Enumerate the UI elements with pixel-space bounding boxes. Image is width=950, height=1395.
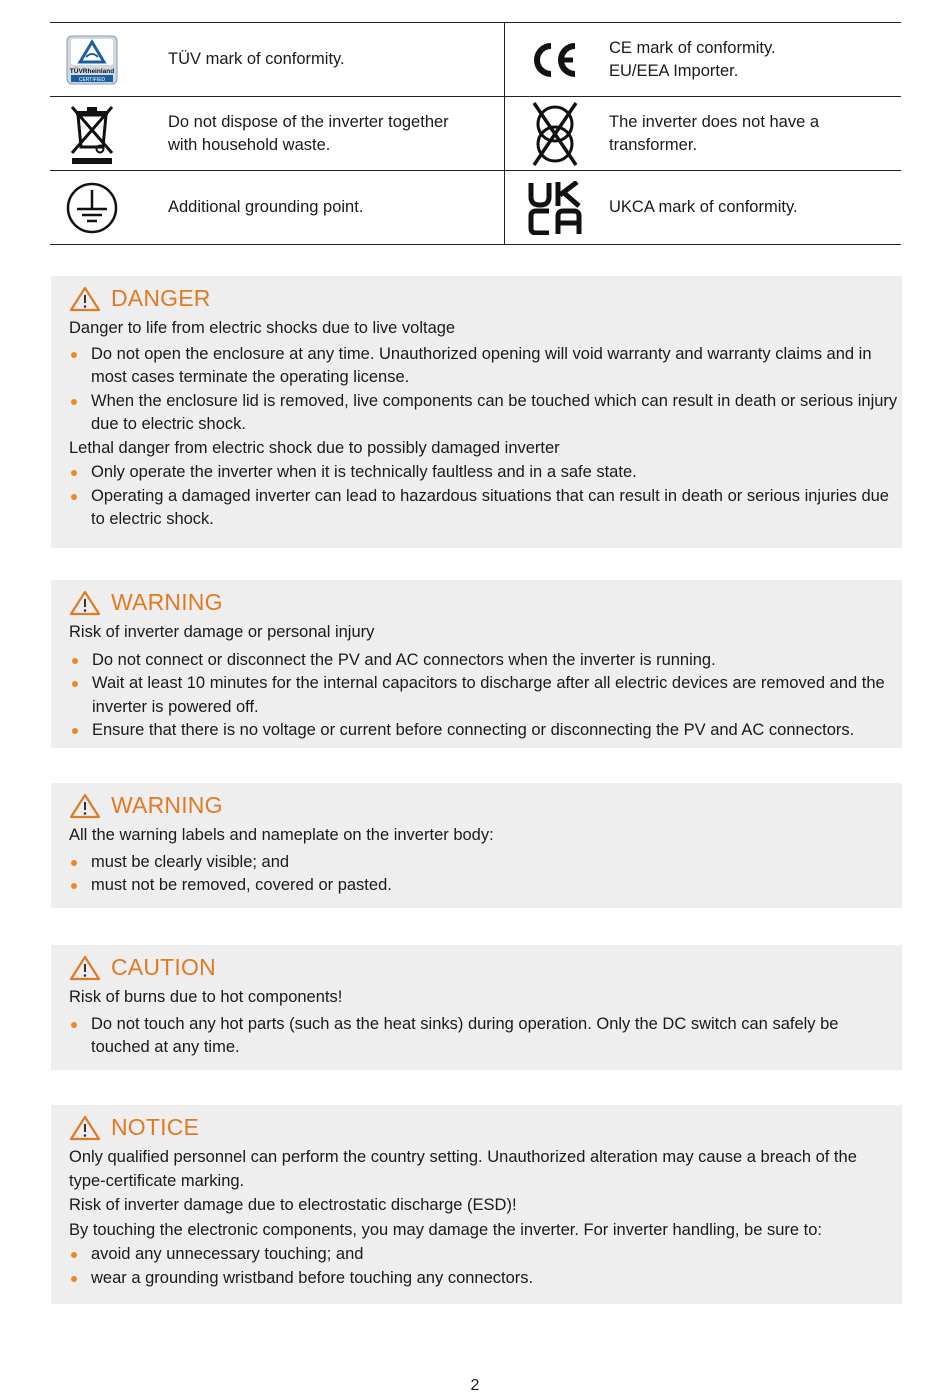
symbol-row [50,23,901,97]
symbol-row [50,97,901,171]
symbol-cell [50,97,505,170]
bullet-list [70,649,902,743]
warning-box [51,783,902,908]
warning-triangle-icon [69,1115,101,1141]
bullet-list [69,851,902,898]
list-item: wear a grounding wristband before touching any connectors. [69,1267,902,1291]
box-intro: Lethal danger from electric shock due to possibly damaged inverter [69,438,560,457]
box-header [69,953,902,982]
box-paragraph: Risk of inverter damage due to electrostatic discharge (ESD)! [69,1196,517,1214]
box-header [69,1113,902,1142]
box-paragraph: By touching the electronic components, you may damage the inverter. For inverter handling, be sure to: [69,1220,822,1239]
warning-triangle-icon [69,286,101,312]
list-item: Do not touch any hot parts (such as the heat sinks) during operation. Only the DC switch can safely be touched at any time. [69,1013,902,1060]
warning-triangle-icon [69,955,101,981]
symbol-cell [50,171,505,244]
ce-mark-icon [505,41,605,79]
warning-box [51,580,902,748]
symbol-cell [505,171,901,244]
box-title: DANGER [111,285,211,311]
ukca-mark-icon [505,181,605,235]
warning-triangle-icon [69,590,101,616]
box-intro: Risk of inverter damage or personal injury [69,623,375,641]
list-item: must not be removed, covered or pasted. [69,874,902,898]
box-paragraph: Only qualified personnel can perform the country setting. Unauthorized alteration may cause a breach of the type-certificate marking. [69,1148,857,1190]
symbol-cell [50,23,505,96]
box-title: WARNING [111,589,223,615]
box-title: CAUTION [111,954,216,980]
symbol-description: TÜV mark of conformity. [168,50,345,68]
box-header [69,284,902,313]
caution-box [51,945,902,1070]
list-item: Wait at least 10 minutes for the internal capacitors to discharge after all electric devices are removed and the inverter is powered off. [70,672,902,719]
list-item: Do not connect or disconnect the PV and AC connectors when the inverter is running. [70,649,902,673]
bullet-list [69,1013,902,1060]
tuv-certified-icon [50,35,134,85]
symbol-table [50,22,901,245]
notice-box [51,1105,902,1304]
box-intro: All the warning labels and nameplate on the inverter body: [69,826,494,844]
symbol-cell [505,97,901,170]
list-item: Only operate the inverter when it is technically faultless and in a safe state. [69,461,902,485]
grounding-icon [50,181,134,235]
box-title: NOTICE [111,1114,200,1140]
box-title: WARNING [111,792,223,818]
list-item: Operating a damaged inverter can lead to hazardous situations that can result in death or serious injuries due to electric shock. [69,485,902,532]
symbol-description: CE mark of conformity. EU/EEA Importer. [609,38,776,80]
list-item: must be clearly visible; and [69,851,902,875]
svg-text:TÜVRheinland: TÜVRheinland [69,67,115,75]
box-header [69,791,902,820]
danger-box [51,276,902,548]
box-intro: Risk of burns due to hot components! [69,988,343,1006]
svg-text:CERTIFIED: CERTIFIED [78,76,106,83]
symbol-description: Additional grounding point. [168,198,364,216]
list-item: Ensure that there is no voltage or current before connecting or disconnecting the PV and AC connectors. [70,719,902,743]
symbol-cell [505,23,901,96]
list-item: avoid any unnecessary touching; and [69,1243,902,1267]
symbol-description: UKCA mark of conformity. [609,198,798,216]
weee-crossed-bin-icon [50,103,134,165]
bullet-list [69,461,902,532]
box-intro: Danger to life from electric shocks due to live voltage [69,319,456,337]
list-item: Do not open the enclosure at any time. Unauthorized opening will void warranty and warranty claims and in most cases terminate the operating license. [69,343,902,390]
bullet-list [69,1243,902,1290]
list-item: When the enclosure lid is removed, live components can be touched which can result in death or serious injury due to electric shock. [69,390,902,437]
symbol-description: Do not dispose of the inverter together with household waste. [168,112,449,154]
symbol-row [50,171,901,245]
box-header [69,588,902,617]
symbol-description: The inverter does not have a transformer. [609,112,820,154]
bullet-list [69,343,902,437]
page-number: 2 [470,1377,480,1394]
no-transformer-icon [505,101,605,167]
warning-triangle-icon [69,793,101,819]
